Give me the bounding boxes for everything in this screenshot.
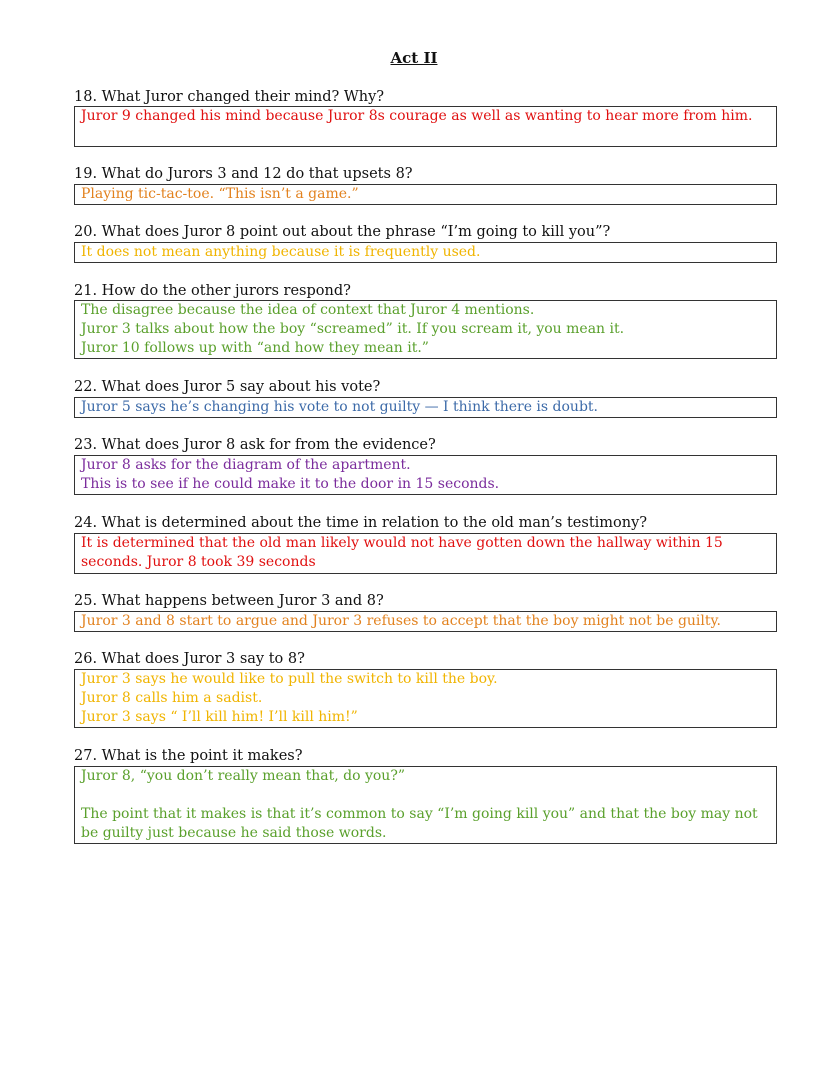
question-18: 18. What Juror changed their mind? Why? bbox=[74, 89, 385, 105]
answer-21-line-3: Juror 10 follows up with “and how they mean it.” bbox=[81, 340, 429, 356]
answer-box-25 bbox=[74, 611, 777, 632]
answer-box-26 bbox=[74, 669, 777, 728]
answer-27-line-3: The point that it makes is that it’s common to say “I’m going kill you” and that the boy may not be guilty just because he said those words. bbox=[81, 806, 758, 841]
answer-26-line-2: Juror 8 calls him a sadist. bbox=[81, 690, 263, 706]
answer-22-line-1: Juror 5 says he’s changing his vote to not guilty — I think there is doubt. bbox=[81, 399, 598, 415]
answer-23-line-1: Juror 8 asks for the diagram of the apartment. bbox=[81, 457, 411, 473]
question-23: 23. What does Juror 8 ask for from the evidence? bbox=[74, 437, 436, 453]
question-27: 27. What is the point it makes? bbox=[74, 748, 303, 764]
answer-box-20 bbox=[74, 242, 777, 263]
question-20: 20. What does Juror 8 point out about the phrase “I’m going to kill you”? bbox=[74, 224, 611, 240]
answer-27-line-1: Juror 8, “you don’t really mean that, do you?” bbox=[81, 768, 405, 784]
answer-box-27 bbox=[74, 766, 777, 844]
question-22: 22. What does Juror 5 say about his vote? bbox=[74, 379, 381, 395]
answer-20-line-1: It does not mean anything because it is frequently used. bbox=[81, 244, 481, 260]
answer-box-18 bbox=[74, 106, 777, 147]
question-25: 25. What happens between Juror 3 and 8? bbox=[74, 593, 384, 609]
question-24: 24. What is determined about the time in relation to the old man’s testimony? bbox=[74, 515, 648, 531]
answer-box-23 bbox=[74, 455, 777, 495]
question-19: 19. What do Jurors 3 and 12 do that upsets 8? bbox=[74, 166, 413, 182]
question-21: 21. How do the other jurors respond? bbox=[74, 283, 351, 299]
answer-23-line-2: This is to see if he could make it to the door in 15 seconds. bbox=[81, 476, 500, 492]
answer-19-line-1: Playing tic-tac-toe. “This isn’t a game.” bbox=[81, 186, 359, 202]
answer-24-line-1: It is determined that the old man likely would not have gotten down the hallway within 15 seconds. Juror 8 took 39 seconds bbox=[81, 535, 723, 570]
answer-26-line-3: Juror 3 says “ I’ll kill him! I’ll kill him!” bbox=[81, 709, 358, 725]
answer-box-21 bbox=[74, 300, 777, 359]
question-26: 26. What does Juror 3 say to 8? bbox=[74, 651, 305, 667]
answer-25-line-1: Juror 3 and 8 start to argue and Juror 3 refuses to accept that the boy might not be guilty. bbox=[81, 613, 722, 629]
answer-box-24 bbox=[74, 533, 777, 574]
answer-21-line-1: The disagree because the idea of context that Juror 4 mentions. bbox=[81, 302, 535, 318]
answer-26-line-1: Juror 3 says he would like to pull the switch to kill the boy. bbox=[81, 671, 498, 687]
answer-box-19 bbox=[74, 184, 777, 205]
answer-27-blank-line bbox=[81, 786, 776, 805]
answer-21-line-2: Juror 3 talks about how the boy “screamed” it. If you scream it, you mean it. bbox=[81, 321, 625, 337]
answer-18-line-1: Juror 9 changed his mind because Juror 8s courage as well as wanting to hear more from him. bbox=[81, 108, 753, 124]
page-title: Act II bbox=[390, 49, 438, 67]
answer-box-22 bbox=[74, 397, 777, 418]
